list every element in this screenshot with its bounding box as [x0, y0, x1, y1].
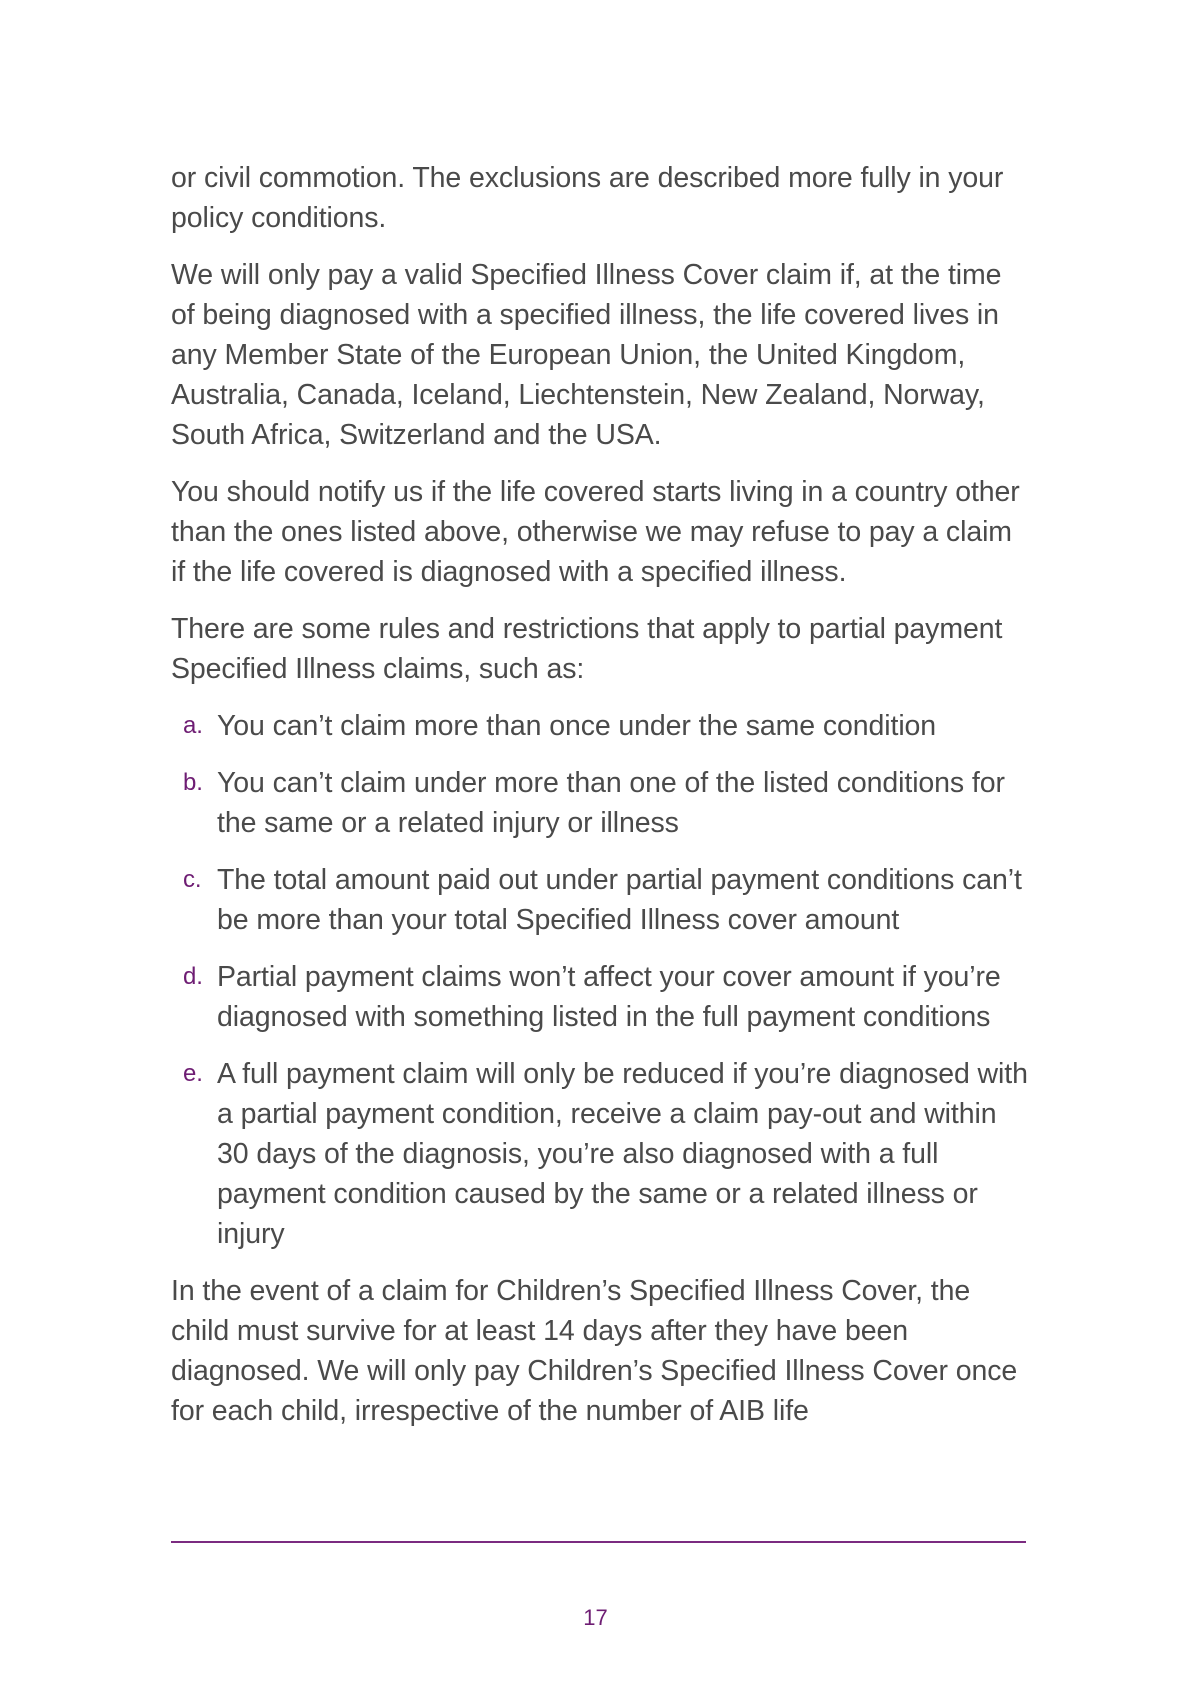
list-item-text: Partial payment claims won’t affect your cover amount if you’re diagnosed with something listed in the full payment conditions [217, 961, 1001, 1033]
page-content [171, 158, 1031, 1448]
list-item [171, 1054, 1031, 1254]
list-marker: a. [183, 712, 203, 739]
paragraph-residency: We will only pay a valid Specified Illness Cover claim if, at the time of being diagnosed with a specified illness, the life covered lives in any Member State of the European Union, the United Kingdom, Australia, Canada, Iceland, Liechtenstein, New Zealand, Norway, South Africa, Switzerland and the USA. [171, 259, 1002, 451]
list-marker: c. [183, 866, 202, 893]
footer-divider [171, 1541, 1026, 1543]
list-item [171, 957, 1031, 1037]
list-item-text: You can’t claim more than once under the same condition [217, 710, 937, 742]
list-item [171, 706, 1031, 746]
list-item [171, 763, 1031, 843]
paragraph-rules-intro: There are some rules and restrictions that apply to partial payment Specified Illness claims, such as: [171, 613, 1003, 685]
list-item-text: The total amount paid out under partial payment conditions can’t be more than your total Specified Illness cover amount [217, 864, 1022, 936]
list-item [171, 860, 1031, 940]
list-item-text: You can’t claim under more than one of the listed conditions for the same or a related injury or illness [217, 767, 1005, 839]
restrictions-list [171, 706, 1031, 1254]
paragraph-exclusions: or civil commotion. The exclusions are described more fully in your policy conditions. [171, 162, 1004, 234]
page-number: 17 [583, 1605, 608, 1630]
list-marker: e. [183, 1060, 203, 1087]
list-item-text: A full payment claim will only be reduced if you’re diagnosed with a partial payment condition, receive a claim pay-out and within 30 days of the diagnosis, you’re also diagnosed with a full payment condition caused by the same or a related illness or injury [217, 1058, 1028, 1250]
paragraph-children-cover: In the event of a claim for Children’s Specified Illness Cover, the child must survive for at least 14 days after they have been diagnosed. We will only pay Children’s Specified Illness Cover once for each child, irrespective of the number of AIB life [171, 1275, 1018, 1427]
list-marker: d. [183, 963, 203, 990]
list-marker: b. [183, 769, 203, 796]
paragraph-notify: You should notify us if the life covered starts living in a country other than the ones listed above, otherwise we may refuse to pay a claim if the life covered is diagnosed with a specified illness. [171, 476, 1020, 588]
